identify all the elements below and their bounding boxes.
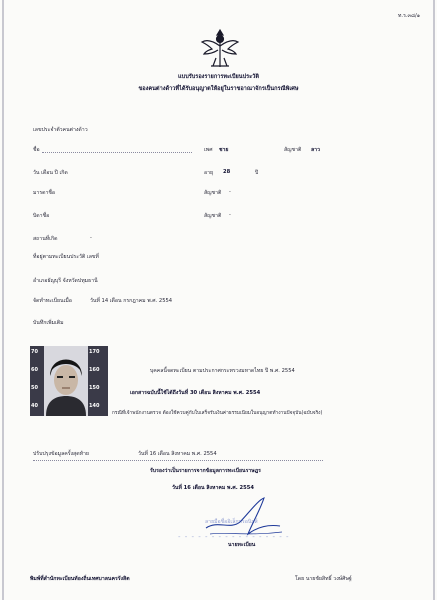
father-nationality-label: สัญชาติ [204, 213, 222, 219]
name-line [42, 152, 192, 153]
footer-printed-by: โดย นายชัยสิทธิ์ วงษ์ศิษฐ์ [295, 576, 352, 582]
applicant-photo [30, 346, 108, 416]
district-value: อำเภอธัญบุรี จังหวัดปทุมธานี [33, 278, 98, 284]
portrait-figure [44, 346, 88, 416]
name-label: ชื่อ [33, 147, 40, 153]
mother-label: มารดาชื่อ [33, 190, 56, 196]
last-update-label: ปรับปรุงข้อมูลครั้งสุดท้าย [33, 451, 89, 457]
sex-label: เพศ [204, 147, 213, 153]
form-code: ท.ร.๓๘/๑ [398, 13, 421, 19]
electronic-signature-stamp: ลายมือชื่ออิเล็กทรอนิกส์ [205, 519, 258, 525]
age-value: 28 [223, 169, 231, 175]
father-label: บิดาชื่อ [33, 213, 50, 219]
notes-label: บันทึกเพิ่มเติม [33, 320, 64, 326]
nationality-label: สัญชาติ [284, 147, 302, 153]
address-label: ที่อยู่ตามทะเบียนประวัติ เลขที่ [33, 254, 99, 260]
scale-mark-right: 170 [89, 349, 100, 355]
certify-date: วันที่ 16 เดือน สิงหาคม พ.ศ. 2554 [172, 485, 254, 491]
photo-scale-left [30, 346, 44, 416]
certify-statement: รับรองว่าเป็นรายการจากข้อมูลการทะเบียนราษฎร [150, 468, 261, 474]
birthplace-label: สถานที่เกิด [33, 236, 58, 242]
scale-mark: 60 [31, 367, 38, 373]
note-inspection: กรณีที่เจ้าพนักงานตรวจ ต้องใช้ควบคู่กับใบเสร็จรับเงินค่าธรรมเนียมใบอนุญาตทำงานปัจจุบัน(ฉบับจริง) [112, 411, 323, 416]
alien-id-label: เลขประจำตัวคนต่างด้าว [33, 127, 88, 133]
registered-label: จัดทำทะเบียนเมื่อ [33, 298, 72, 304]
document-title: แบบรับรองรายการทะเบียนประวัติ [178, 74, 259, 80]
sex-value: ชาย [219, 147, 229, 153]
garuda-emblem-icon [200, 26, 240, 70]
father-nationality-value: - [229, 212, 231, 218]
scale-mark: 40 [31, 403, 38, 409]
scale-mark-right: 160 [89, 367, 100, 373]
registrar-title: นายทะเบียน [228, 542, 256, 548]
nationality-value: ลาว [311, 147, 321, 153]
photo-scale-right [88, 346, 108, 416]
scale-mark: 70 [31, 349, 38, 355]
birth-label: วัน เดือน ปี เกิด [33, 170, 68, 176]
birthplace-value: - [90, 235, 92, 241]
scale-mark-right: 150 [89, 385, 100, 391]
document-subtitle: ของคนต่างด้าวที่ได้รับอนุญาตให้อยู่ในราชอาณาจักรเป็นกรณีพิเศษ [138, 86, 299, 92]
mother-nationality-label: สัญชาติ [204, 190, 222, 196]
signature-stamp-band: - - - - - - - - - - - - - - - - - [178, 533, 290, 541]
separator-line [33, 460, 323, 461]
footer-printed-at: พิมพ์ที่สำนักทะเบียนท้องถิ่นเทศบาลนครรังสิต [30, 576, 130, 582]
age-unit: ปี [255, 170, 259, 176]
mother-nationality-value: - [229, 189, 231, 195]
registered-value: วันที่ 14 เดือน กรกฎาคม พ.ศ. 2554 [90, 298, 173, 304]
last-update-value: วันที่ 16 เดือน สิงหาคม พ.ศ. 2554 [138, 451, 217, 457]
scale-mark: 50 [31, 385, 38, 391]
note-valid-until: เอกสารฉบับนี้ใช้ได้ถึงวันที่ 30 เดือน สิงหาคม พ.ศ. 2554 [130, 390, 261, 396]
age-label: อายุ [204, 170, 214, 176]
note-registration: บุคคลนี้จดทะเบียน ตามประกาศกระทรวงมหาดไทย ปี พ.ศ. 2554 [150, 368, 295, 374]
scale-mark-right: 140 [89, 403, 100, 409]
